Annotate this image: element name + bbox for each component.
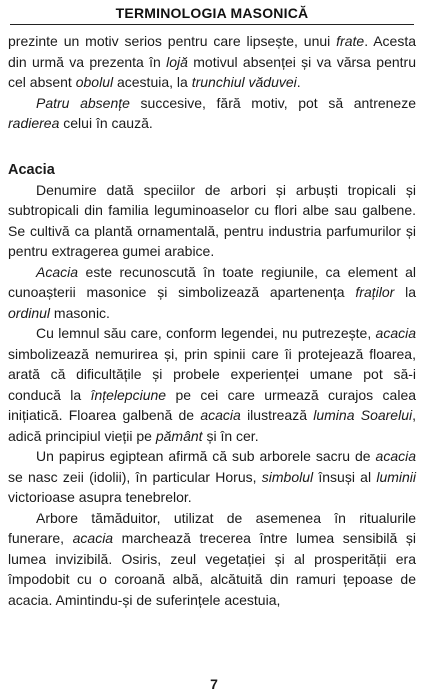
italic-term: luminii xyxy=(376,468,417,485)
text-run: este recunoscută în toate regiunile, ca element al cunoașterii masonice și simbolizează apartenența xyxy=(8,263,416,300)
italic-term: acacia xyxy=(375,448,416,464)
italic-term: lojă xyxy=(166,53,188,70)
paragraph xyxy=(8,262,416,324)
italic-term: Patru absențe xyxy=(36,94,130,111)
italic-term: pământ xyxy=(155,427,203,444)
section-paragraphs xyxy=(8,180,416,611)
text-run: la xyxy=(394,284,416,300)
text-run: însuși al xyxy=(313,468,377,485)
text-run: . xyxy=(296,74,301,90)
text-run: celui în cauză. xyxy=(59,115,153,131)
page-body xyxy=(8,31,416,610)
text-run: prezinte un motiv serios pentru care lipsește, unui xyxy=(8,33,337,49)
text-run: Arbore tămăduitor, utilizat de asemenea în ritualurile funerare, xyxy=(8,509,416,546)
text-run: . Acesta din urmă va prezenta în xyxy=(8,33,417,70)
text-run: , adică principiul vieții pe xyxy=(8,407,416,444)
italic-term: ordinul xyxy=(8,304,51,321)
paragraph xyxy=(8,446,416,508)
running-header: TERMINOLOGIA MASONICĂ xyxy=(115,5,309,21)
section-spacer xyxy=(8,134,416,160)
text-run: pe cei care urmează curajos calea inițiatică. Floarea galbenă de xyxy=(8,386,417,423)
text-run: simbolizează nemurirea și, prin spinii care îi protejează floarea, arată că dificultățile și probele experienței umane pot să-i conducă la xyxy=(8,345,416,403)
italic-term: Acacia xyxy=(36,263,79,280)
italic-term: lumina Soarelui xyxy=(313,407,413,423)
paragraph xyxy=(8,323,416,446)
text-run: motivul absenței și va vărsa pentru cel absent xyxy=(8,53,416,90)
section-heading: Acacia xyxy=(8,161,55,178)
header-rule xyxy=(10,24,414,25)
page-number: 7 xyxy=(210,676,218,692)
italic-term: acacia xyxy=(72,530,114,546)
intro-paragraphs xyxy=(8,31,416,134)
italic-term: obolul xyxy=(75,74,114,90)
italic-term: trunchiul văduvei xyxy=(191,74,297,90)
italic-term: radierea xyxy=(8,115,60,131)
text-run: acestuia, la xyxy=(113,74,192,90)
italic-term: fraților xyxy=(355,284,395,300)
text-run: Un papirus egiptean afirmă că sub arborele sacru de xyxy=(36,448,376,464)
italic-term: frate xyxy=(336,33,365,49)
text-run: victorioase asupra tenebrelor. xyxy=(8,489,192,505)
italic-term: acacia xyxy=(375,325,416,341)
text-run: Cu lemnul său care, conform legendei, nu putrezește, xyxy=(36,325,376,341)
text-run: succesive, fără motiv, pot să antreneze xyxy=(129,94,417,111)
italic-term: simbolul xyxy=(261,468,314,485)
text-run: și în cer. xyxy=(202,427,259,444)
text-run: se nasc zeii (idolii), în particular Horus, xyxy=(8,468,262,485)
text-run: marchează trecerea între lumea sensibilă și lumea invizibilă. Osiris, zeul vegetației și al prosperității era împodobit cu o coroană albă, alcătuită din ramuri țepoase de acacia. Amintindu-și de suferințele acestuia, xyxy=(8,530,416,608)
text-run: masonic. xyxy=(50,304,110,321)
paragraph xyxy=(8,31,416,93)
italic-term: acacia xyxy=(200,407,241,423)
italic-term: înțelepciune xyxy=(90,386,167,403)
text-run: ilustrează xyxy=(240,407,314,423)
text-run: Denumire dată speciilor de arbori și arbuști tropicali și subtropicali din familia leguminoaselor cu flori albe sau galbene. Se cultivă ca plantă ornamentală, pentru industria parfumurilor și pentru extragerea gumei arabice. xyxy=(8,181,416,259)
paragraph xyxy=(8,180,416,262)
paragraph xyxy=(8,508,416,611)
paragraph xyxy=(8,93,416,134)
